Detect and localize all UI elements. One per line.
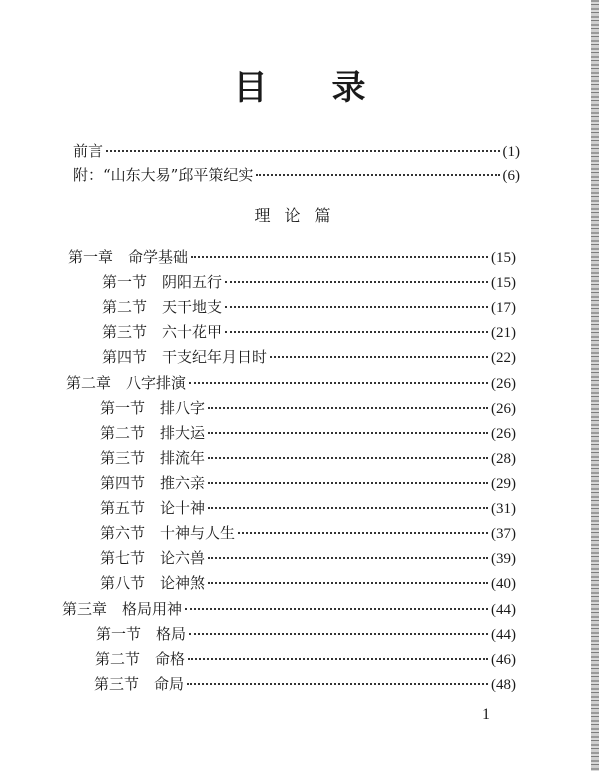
toc-entry-label: 第二章 八字排演 [66, 374, 187, 392]
leader-dots [106, 150, 499, 152]
toc-section [100, 497, 516, 518]
toc-entry-label: 第一节 阴阳五行 [102, 273, 223, 291]
leader-dots [225, 281, 488, 283]
toc-entry-page: (37) [491, 526, 516, 542]
page-number: 1 [482, 706, 490, 723]
toc-entry-page: (46) [491, 652, 516, 668]
leader-dots [189, 382, 488, 384]
leader-dots [208, 407, 488, 409]
leader-dots [185, 608, 488, 610]
toc-entry-page: (31) [491, 501, 516, 517]
toc-entry-label: 第二节 天干地支 [102, 298, 223, 316]
toc-section [102, 271, 516, 292]
leader-dots [188, 658, 488, 660]
leader-dots [187, 683, 488, 685]
toc-entry-label: 第三节 命局 [94, 675, 185, 693]
toc-entry-label: 第八节 论神煞 [100, 574, 206, 592]
toc-entry-label: 第三节 六十花甲 [102, 323, 223, 341]
leader-dots [191, 256, 488, 258]
scan-edge [591, 0, 599, 771]
toc-entry-page: (39) [491, 551, 516, 567]
toc-entry-label: 第六节 十神与人生 [100, 524, 236, 542]
toc-entry-appendix [73, 164, 520, 185]
title-char-2: 录 [331, 68, 366, 108]
toc-section [95, 648, 516, 669]
toc-entry-page: (21) [491, 325, 516, 341]
leader-dots [225, 331, 488, 333]
toc-entry-label: 第二节 命格 [95, 650, 186, 668]
toc-entry-page: (1) [502, 144, 520, 160]
toc-entry-label: 第一节 排八字 [100, 399, 206, 417]
toc-entry-preface [73, 140, 520, 161]
toc-section [100, 447, 516, 468]
leader-dots [208, 482, 488, 484]
toc-chapter [66, 372, 516, 393]
toc-section [102, 346, 516, 367]
toc-entry-page: (29) [491, 476, 516, 492]
toc-section [96, 623, 516, 644]
section-title: 理论篇 [254, 206, 345, 225]
toc-entry-page: (26) [491, 401, 516, 417]
toc-section [102, 321, 516, 342]
leader-dots [225, 306, 488, 308]
toc-entry-page: (15) [491, 250, 516, 266]
toc-entry-label: 第四节 干支纪年月日时 [102, 348, 268, 366]
leader-dots [208, 582, 488, 584]
toc-entry-page: (15) [491, 275, 516, 291]
toc-section [100, 422, 516, 443]
toc-entry-label: 第一章 命学基础 [68, 248, 189, 266]
toc-entry-page: (48) [491, 677, 516, 693]
toc-entry-label: 第二节 排大运 [100, 424, 206, 442]
toc-chapter [62, 598, 516, 619]
toc-entry-page: (26) [491, 426, 516, 442]
toc-section [100, 472, 516, 493]
toc-entry-page: (40) [491, 576, 516, 592]
toc-entry-label: 第七节 论六兽 [100, 549, 206, 567]
toc-entry-label: 前言 [73, 142, 104, 160]
toc-entry-page: (44) [491, 602, 516, 618]
toc-entry-label: 附：“山东大易”邱平策纪实 [73, 166, 254, 184]
toc-entry-label: 第四节 推六亲 [100, 474, 206, 492]
toc-entry-label: 第三章 格局用神 [62, 600, 183, 618]
toc-entry-page: (44) [491, 627, 516, 643]
toc-entry-page: (22) [491, 350, 516, 366]
leader-dots [270, 356, 488, 358]
toc-section [94, 673, 516, 694]
toc-entry-label: 第一节 格局 [96, 625, 187, 643]
toc-entry-page: (26) [491, 376, 516, 392]
title-char-1: 目 [233, 68, 268, 108]
page-title [0, 60, 599, 109]
leader-dots [256, 174, 499, 176]
leader-dots [238, 532, 488, 534]
leader-dots [208, 557, 488, 559]
toc-entry-page: (28) [491, 451, 516, 467]
toc-entry-label: 第五节 论十神 [100, 499, 206, 517]
toc-entry-page: (6) [502, 168, 520, 184]
toc-chapter [68, 246, 516, 267]
toc-section [100, 547, 516, 568]
toc-section [100, 397, 516, 418]
leader-dots [208, 507, 488, 509]
toc-entry-label: 第三节 排流年 [100, 449, 206, 467]
toc-section [100, 572, 516, 593]
toc-section [102, 296, 516, 317]
leader-dots [208, 432, 488, 434]
leader-dots [208, 457, 488, 459]
leader-dots [189, 633, 488, 635]
toc-entry-page: (17) [491, 300, 516, 316]
toc-section [100, 522, 516, 543]
